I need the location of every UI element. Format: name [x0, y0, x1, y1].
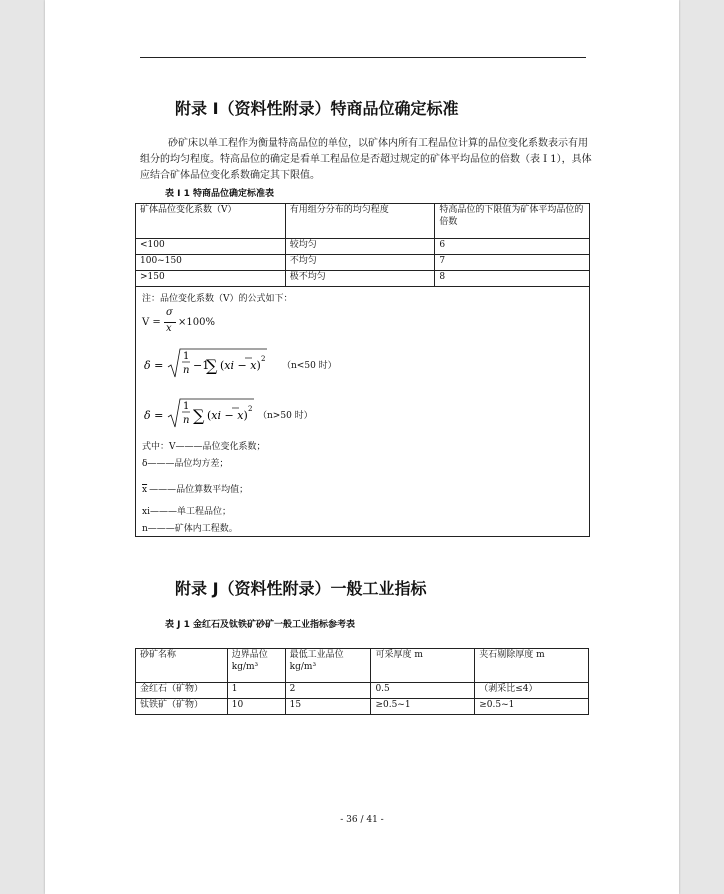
table-cell: 金红石（矿物）: [136, 683, 228, 699]
table-i1-caption: 表 I 1 特商品位确定标准表: [165, 189, 275, 199]
table-cell: 较均匀: [285, 239, 435, 255]
table-cell: 0.5: [371, 683, 475, 699]
svg-text:∑: ∑: [193, 406, 205, 425]
table-cell: 8: [435, 271, 590, 287]
svg-text:2: 2: [248, 405, 253, 413]
appendix-i-title: 附录 I（资料性附录）特商品位确定标准: [175, 99, 459, 118]
table-i1: [135, 203, 590, 287]
header-cell: 可采厚度 m: [371, 649, 475, 683]
note-title: 注：品位变化系数（V）的公式如下：: [142, 294, 293, 304]
document-page: [45, 0, 679, 894]
xbar-symbol: $\overline{x}$: [142, 485, 148, 495]
table-cell: ≥0.5~1: [371, 699, 475, 715]
table-cell: 钛铁矿（矿物）: [136, 699, 228, 715]
header-cell: [285, 649, 371, 683]
definition-n: n———矿体内工程数。: [142, 524, 238, 534]
header-unit: kg/m³: [231, 662, 259, 672]
table-row: [136, 683, 589, 699]
svg-text:n: n: [183, 365, 190, 376]
table-j1: [135, 648, 589, 715]
svg-text:δ =: δ =: [144, 409, 164, 422]
definition-xi: xi———单工程品位；: [142, 507, 231, 517]
header-cell: 夹石剔除厚度 m: [475, 649, 589, 683]
header-cell: 有用组分分布的均匀程度: [285, 204, 435, 239]
table-cell: 极不均匀: [285, 271, 435, 287]
table-row: [136, 271, 590, 287]
formula-v-prefix: V =: [142, 317, 161, 328]
table-cell: >150: [136, 271, 286, 287]
table-cell: 1: [227, 683, 285, 699]
table-cell: ≥0.5~1: [475, 699, 589, 715]
table-cell: 7: [435, 255, 590, 271]
svg-text:∑: ∑: [206, 356, 218, 375]
header-label: 边界品位: [231, 650, 268, 660]
appendix-j-title: 附录 J（资料性附录）一般工业指标: [175, 579, 427, 598]
table-header-row: [136, 204, 590, 239]
formula-v: [142, 307, 342, 341]
header-rule: [140, 57, 586, 58]
formula-delta-1: [142, 343, 382, 383]
table-j1-caption: 表 J 1 金红石及钛铁矿砂矿一般工业指标参考表: [165, 620, 356, 630]
table-row: [136, 255, 590, 271]
header-cell: [227, 649, 285, 683]
formula-delta-1-condition: （n<50 时）: [282, 361, 337, 371]
formula-delta-2-condition: （n>50 时）: [258, 411, 313, 421]
svg-text:1: 1: [183, 401, 190, 412]
svg-text:δ =: δ =: [144, 359, 164, 372]
svg-text:−1: −1: [193, 359, 210, 372]
definition-xbar-text: ———品位算数平均值；: [149, 485, 249, 495]
page-number: - 36 / 41 -: [340, 815, 384, 825]
svg-text:(xi − x): (xi − x): [207, 409, 248, 422]
header-cell: 砂矿名称: [136, 649, 228, 683]
table-header-row: [136, 649, 589, 683]
table-cell: 10: [227, 699, 285, 715]
definition-xbar: [142, 482, 248, 495]
header-cell: 特高品位的下限值为矿体平均品位的倍数: [435, 204, 590, 239]
header-cell: 矿体品位变化系数（V）: [136, 204, 286, 239]
appendix-i-paragraph: 砂矿床以单工程作为衡量特高品位的单位，以矿体内所有工程品位计算的品位变化系数表示有用组分的均匀程度。特高品位的确定是看单工程品位是否超过规定的矿体平均品位的倍数（表 I 1），具体应结合矿体品位变化系数确定其下限值。: [140, 138, 592, 181]
table-cell: 100~150: [136, 255, 286, 271]
svg-text:n: n: [183, 415, 190, 426]
header-label: 最低工业品位: [289, 650, 344, 660]
table-row: [136, 239, 590, 255]
formula-v-suffix: ×100%: [178, 317, 215, 328]
formula-v-denominator: $\overline{x}$: [166, 323, 172, 334]
table-cell: 不均匀: [285, 255, 435, 271]
svg-text:2: 2: [261, 355, 266, 363]
formula-v-numerator: σ: [166, 307, 173, 318]
svg-text:(xi − x): (xi − x): [220, 359, 261, 372]
table-cell: 15: [285, 699, 371, 715]
header-unit: kg/m³: [289, 662, 317, 672]
definition-delta: δ———品位均方差；: [142, 459, 229, 469]
table-cell: 2: [285, 683, 371, 699]
table-row: [136, 699, 589, 715]
table-i1-note: [135, 287, 590, 537]
svg-text:1: 1: [183, 351, 190, 362]
table-cell: 6: [435, 239, 590, 255]
table-cell: <100: [136, 239, 286, 255]
table-cell: （剥采比≤4）: [475, 683, 589, 699]
definition-v: 式中：V———品位变化系数；: [142, 442, 266, 452]
